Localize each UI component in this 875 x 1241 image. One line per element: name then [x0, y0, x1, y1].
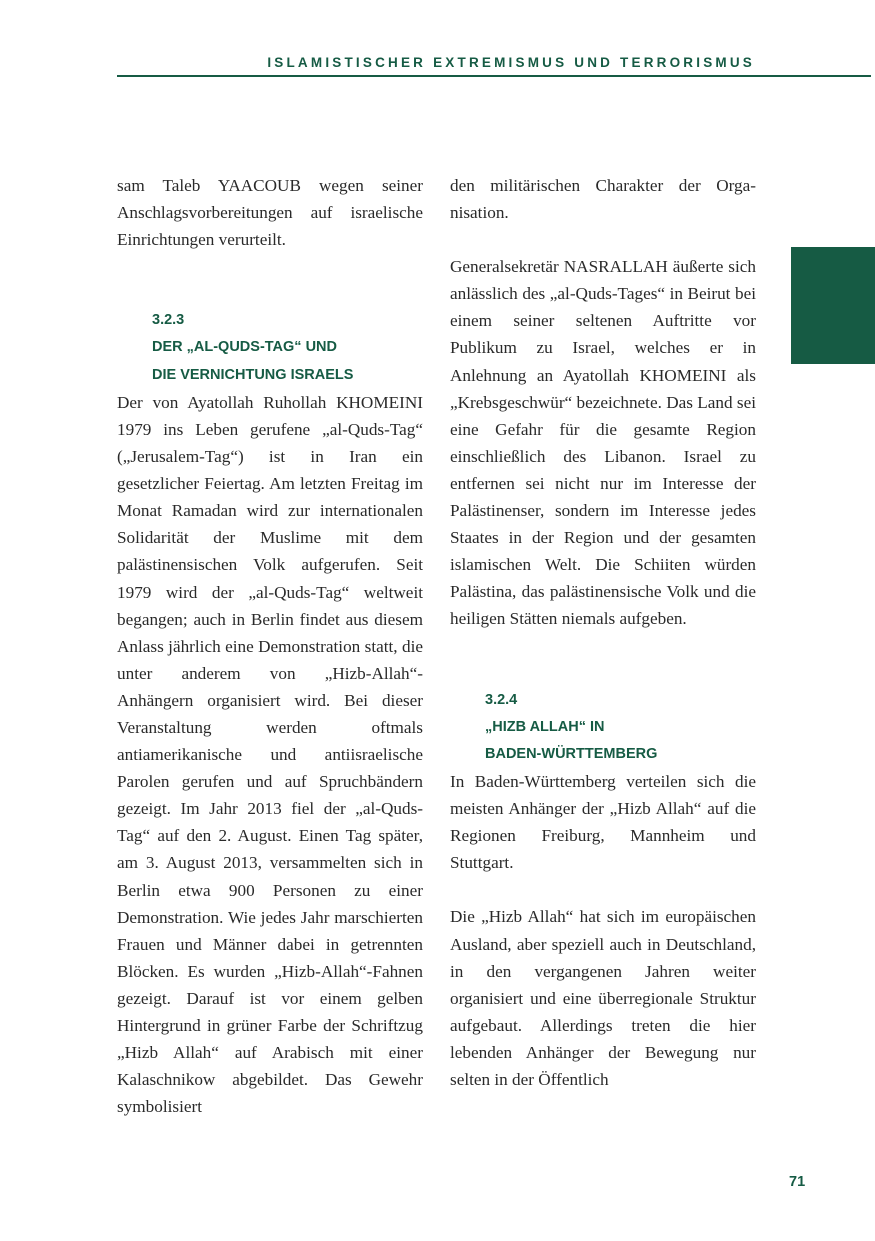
section-number: 3.2.3	[152, 312, 185, 329]
nasrallah-paragraph: Generalsekretär NASRALLAH äußerte sich anlässlich des „al-Quds-Tages“ in Beirut bei einem seiner seltenen Auftritte vor Publikum zu Israel, welches er in Anlehnung an Ayatollah KHOMEINI als „Krebsgeschwür“ bezeichnete. Das Land sei eine Gefahr für die gesamte Region einschließlich des Libanon. Israel zu entfernen sei nicht nur im Interesse der Palästinenser, sondern im Interesse jedes Staates in der Region und der gesamten islamischen Welt. Die Schiiten würden Palästina, das palästinensische Volk und die heiligen Stätten niemals aufgeben.	[450, 257, 756, 629]
section-title-line-2: BADEN-WÜRTTEMBERG	[485, 745, 658, 762]
intro-paragraph: sam Taleb YAACOUB wegen seiner Anschlagsvorbereitungen auf israelische Einrichtungen verurteilt.	[117, 176, 423, 250]
section-heading-3-2-4	[450, 687, 756, 769]
right-column	[450, 172, 756, 1093]
section-title-line-2: DIE VERNICHTUNG ISRAELS	[152, 366, 354, 383]
section-title-line-1: „HIZB ALLAH“ IN	[485, 718, 605, 735]
page-number: 71	[789, 1174, 806, 1190]
section-3-2-4-body-2: Die „Hizb Allah“ hat sich im europäischen Ausland, aber speziell auch in Deutschland, in den vergangenen Jahren weiter organisiert und eine überregionale Struktur aufgebaut. Allerdings treten die hier lebenden Anhänger der Bewegung nur selten in der Öffentlich	[450, 907, 756, 1090]
section-title-line-1: DER „AL-QUDS-TAG“ UND	[152, 339, 337, 356]
left-column	[117, 172, 423, 1120]
section-3-2-3-body: Der von Ayatollah Ruhollah KHOMEINI 1979 ins Leben gerufene „al-Quds-Tag“ („Jerusalem-Tag“) ist in Iran ein gesetzlicher Feiertag. Am letzten Freitag im Monat Ramadan wird zur internationalen Solidarität der Muslime mit dem palästinensischen Volk aufgerufen. Seit 1979 wird der „al-Quds-Tag“ weltweit begangen; auch in Berlin findet aus diesem Anlass jährlich eine Demonstration statt, die unter anderem von „Hizb-Allah“-Anhängern organisiert wird. Bei dieser Veranstaltung werden oftmals antiamerikanische und antiisraelische Parolen gerufen und auf Spruchbändern gezeigt. Im Jahr 2013 fiel der „al-Quds-Tag“ auf den 2. August. Einen Tag später, am 3. August 2013, versammelten sich in Berlin etwa 900 Personen zu einer Demonstration. Wie jedes Jahr marschierten Frauen und Männer dabei in getrennten Blöcken. Es wurden „Hizb-Allah“-Fahnen gezeigt. Darauf ist vor einem gelben Hintergrund in grüner Farbe der Schriftzug „Hizb Allah“ auf Arabisch mit einer Kalaschnikow abgebildet. Das Gewehr symbolisiert	[117, 392, 423, 1117]
chapter-tab-marker	[791, 247, 875, 364]
header-rule	[117, 75, 871, 77]
running-header: ISLAMISTISCHER EXTREMISMUS UND TERRORISMUS	[267, 55, 755, 70]
continuation-paragraph: den militärischen Charakter der Organisation.	[450, 176, 756, 223]
section-heading-3-2-3	[117, 307, 423, 389]
section-3-2-4-body-1: In Baden-Württemberg verteilen sich die meisten Anhänger der „Hizb Allah“ auf die Regionen Freiburg, Mannheim und Stuttgart.	[450, 772, 756, 873]
section-number: 3.2.4	[485, 691, 518, 708]
